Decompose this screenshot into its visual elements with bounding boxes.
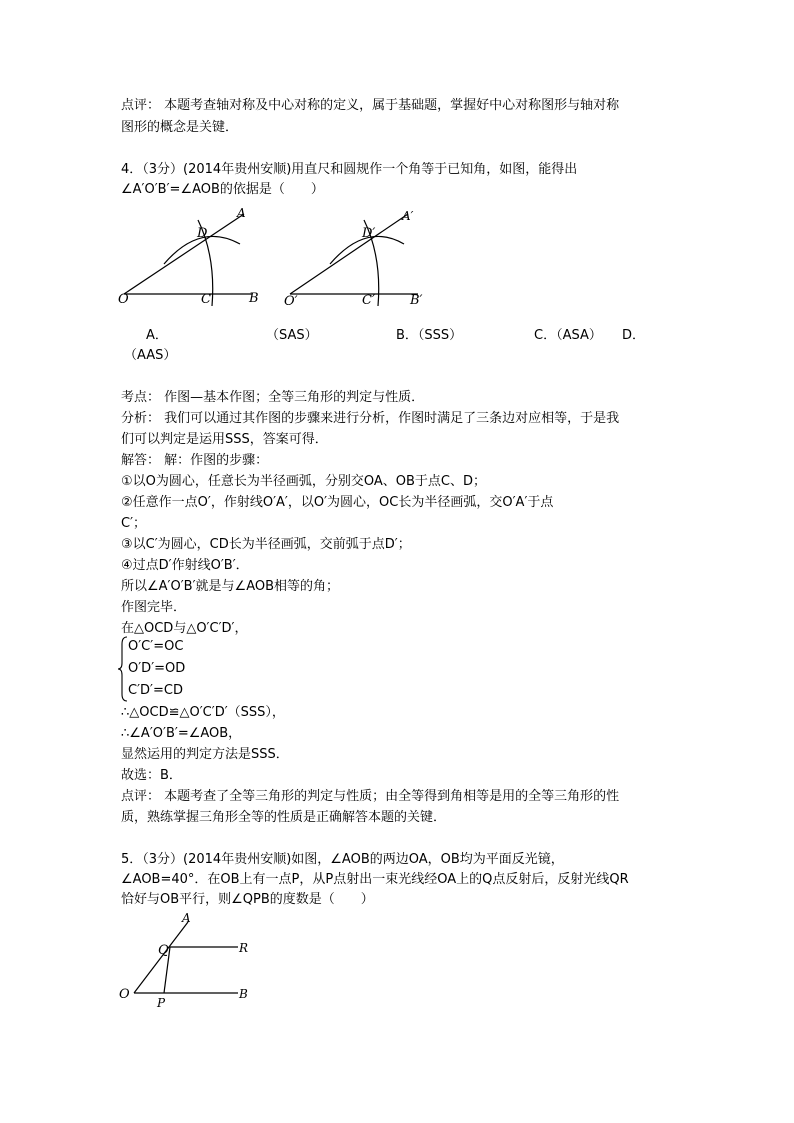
- option-c: C．（ASA）: [534, 328, 602, 343]
- ray-o2a2: [290, 214, 408, 294]
- option-a-key: A．: [146, 328, 168, 343]
- option-a-value: （SAS）: [266, 328, 318, 343]
- label-p: P: [157, 996, 166, 1008]
- q4-stem-line1: 4．（3分）(2014年贵州安顺)用直尺和圆规作一个角等于已知角，如图，能得出: [121, 162, 578, 177]
- q4-step1: ①以O为圆心，任意长为半径画弧，分别交OA、OB于点C、D；: [121, 474, 487, 489]
- q4-triangles: 在△OCD与△O′C′D′，: [121, 621, 248, 636]
- q4-comment-line2: 质，熟练掌握三角形全等的性质是正确解答本题的关键．: [121, 810, 447, 825]
- label-a2: A′: [402, 209, 414, 223]
- q4-congruence: ∴△OCD≌△O′C′D′（SSS），: [121, 705, 285, 720]
- q4-step3: ③以C′为圆心，CD长为半径画弧，交前弧于点D′；: [121, 537, 411, 552]
- q3-comment-line1: 点评： 本题考查轴对称及中心对称的定义，属于基础题，掌握好中心对称图形与轴对称: [121, 98, 620, 113]
- q3-comment-line2: 图形的概念是关键．: [121, 120, 239, 135]
- q4-figure-copy: [290, 214, 418, 306]
- option-d-key: D．: [622, 328, 646, 343]
- q4-figure-original: [124, 214, 252, 306]
- label-r: R: [239, 941, 249, 955]
- q4-angle-equal: ∴∠A′O′B′=∠AOB，: [121, 726, 242, 741]
- label-o2: O′: [284, 294, 298, 309]
- label-c2: C′: [362, 293, 375, 308]
- ray-oa: [124, 214, 244, 294]
- q4-comment-line1: 点评： 本题考查了全等三角形的判定与性质；由全等得到角相等是用的全等三角形的性: [121, 789, 620, 804]
- equation-3: C′D′=CD: [128, 683, 183, 698]
- label-c: C: [201, 292, 211, 307]
- q4-method: 显然运用的判定方法是SSS．: [121, 747, 289, 762]
- q4-conclusion: 所以∠A′O′B′就是与∠AOB相等的角；: [121, 579, 340, 594]
- equation-2: O′D′=OD: [128, 661, 186, 676]
- label-b: B: [239, 987, 248, 1001]
- label-d2: D′: [362, 226, 376, 241]
- label-b: B: [249, 291, 259, 306]
- q4-answer: 故选：B．: [121, 768, 182, 783]
- q4-fenxi-line1: 分析： 我们可以通过其作图的步骤来进行分析，作图时满足了三条边对应相等，于是我: [121, 411, 620, 426]
- option-b: B．（SSS）: [396, 328, 463, 343]
- q4-stem-line2: ∠A′O′B′=∠AOB的依据是（ ）: [121, 182, 324, 197]
- label-q: Q: [158, 943, 169, 958]
- q5-figure: [112, 908, 262, 1008]
- q4-step2-line1: ②任意作一点O′，作射线O′A′，以O′为圆心，OC长为半径画弧，交O′A′于点: [121, 495, 554, 510]
- q4-done: 作图完毕．: [121, 600, 187, 615]
- q4-jieda: 解答： 解：作图的步骤：: [121, 453, 269, 468]
- label-d: D: [197, 226, 208, 241]
- q4-fenxi-line2: 们可以判定是运用SSS，答案可得．: [121, 432, 328, 447]
- label-a: A: [182, 911, 191, 925]
- equation-brace: [118, 636, 128, 702]
- q4-figure: [112, 202, 442, 314]
- q5-stem-line2: ∠AOB=40°．在OB上有一点P，从P点射出一束光线经OA上的Q点反射后，反射光线QR: [121, 872, 629, 887]
- q5-stem-line1: 5．（3分）(2014年贵州安顺)如图，∠AOB的两边OA，OB均为平面反光镜，: [121, 852, 564, 867]
- label-o: O: [118, 292, 129, 307]
- q5-stem-line3: 恰好与OB平行，则∠QPB的度数是（ ）: [121, 892, 374, 907]
- option-d-value: （AAS）: [124, 348, 177, 363]
- label-o: O: [119, 987, 130, 1002]
- label-b2: B′: [410, 293, 423, 308]
- label-a: A: [237, 206, 246, 220]
- equation-1: O′C′=OC: [128, 639, 184, 654]
- q4-step2-line2: C′；: [121, 516, 147, 531]
- q4-kaodian: 考点： 作图—基本作图；全等三角形的判定与性质．: [121, 390, 425, 405]
- q4-step4: ④过点D′作射线O′B′．: [121, 558, 249, 573]
